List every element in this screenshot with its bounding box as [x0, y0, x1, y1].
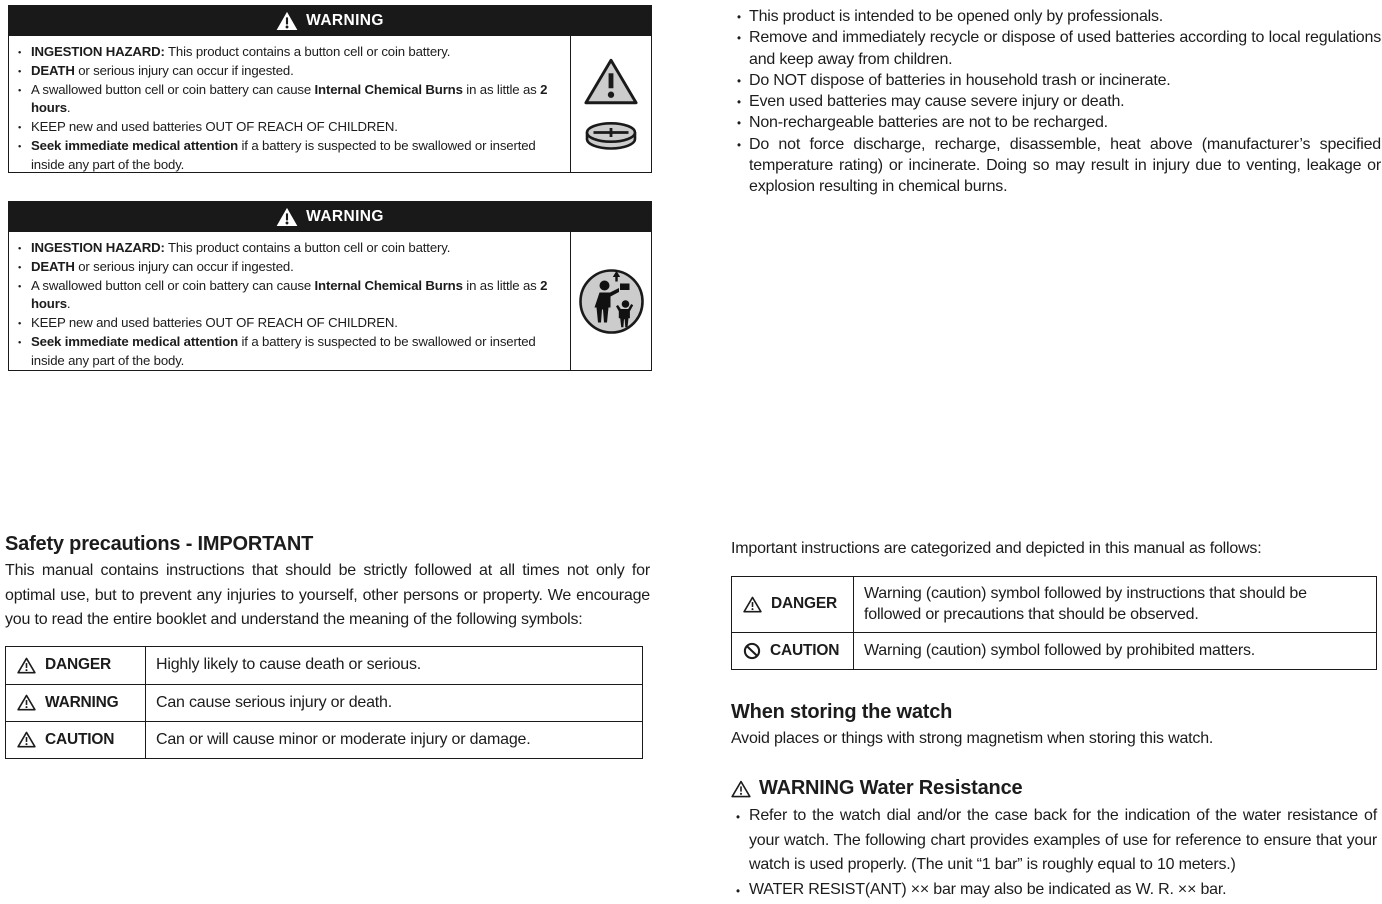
bullet-text: Refer to the watch dial and/or the case back for the indication of the water resistance of your watch. The following chart provides examples of use for reference to ensure that your watch is used properly. (The unit “1 bar” is roughly equal to 10 meters.) — [749, 807, 1377, 873]
bullet-item — [731, 112, 1381, 133]
water-resistance-title — [731, 777, 1377, 800]
warning-triangle-icon — [276, 207, 298, 227]
bullet-item — [731, 27, 1381, 70]
bullet-text: Non-rechargeable batteries are not to be recharged. — [749, 114, 1108, 132]
hazard-levels-table — [5, 646, 643, 759]
bullet-text: Seek immediate medical attention if a battery is suspected to be swallowed or inserted inside any part of the body. — [31, 333, 536, 368]
warning-triangle-icon — [276, 11, 298, 31]
table-row — [732, 577, 1376, 632]
bullet-dot: • — [736, 812, 740, 825]
bullet-dot: • — [18, 85, 22, 97]
bullet-text: DEATH or serious injury can occur if ingested. — [31, 258, 294, 274]
bullet-item — [731, 878, 1377, 903]
bullet-item — [18, 62, 556, 81]
bullet-dot: • — [737, 75, 741, 88]
bullet-dot: • — [18, 66, 22, 78]
bullet-dot: • — [18, 281, 22, 293]
bullet-text: INGESTION HAZARD: This product contains a button cell or coin battery. — [31, 44, 451, 59]
signal-word-cell — [6, 647, 146, 684]
bullet-item — [18, 137, 556, 175]
warning-box-body — [9, 232, 651, 370]
water-resistance-list — [731, 804, 1377, 902]
bullet-text: WATER RESIST(ANT) ×× bar may also be indicated as W. R. ×× bar. — [749, 880, 1227, 898]
bullet-dot: • — [18, 122, 22, 134]
warning-header — [9, 6, 651, 36]
bullet-item — [18, 118, 556, 137]
bullet-text: Seek immediate medical attention if a battery is suspected to be swallowed or inserted inside any part of the body. — [31, 137, 536, 172]
table-row — [6, 721, 642, 758]
signal-word-cell — [6, 722, 146, 758]
bullet-item — [18, 314, 556, 333]
categories-intro: Important instructions are categorized and depicted in this manual as follows: — [731, 540, 1262, 557]
bullet-text: KEEP new and used batteries OUT OF REACH OF CHILDREN. — [31, 315, 398, 331]
bullet-text: This product is intended to be opened only by professionals. — [749, 8, 1164, 25]
signal-word-description: Highly likely to cause death or serious. — [156, 656, 422, 674]
bullet-text: INGESTION HAZARD: This product contains a button cell or coin battery. — [31, 240, 451, 255]
signal-word-label: CAUTION — [45, 730, 115, 748]
warning-triangle-icon — [17, 657, 36, 674]
warning-triangle-icon — [743, 596, 762, 613]
bullet-dot: • — [18, 243, 22, 255]
bullet-dot: • — [18, 318, 22, 330]
prohibition-icon — [743, 642, 761, 660]
bullet-text: Even used batteries may cause severe injury or death. — [749, 93, 1125, 111]
warning-triangle-icon — [17, 694, 36, 711]
bullet-text: DEATH or serious injury can occur if ingested. — [31, 62, 294, 78]
table-row — [732, 632, 1376, 669]
warning-header — [9, 202, 651, 232]
signal-word-cell — [732, 577, 854, 632]
bullet-dot: • — [18, 47, 22, 59]
safety-intro-paragraph: This manual contains instructions that should be strictly followed at all times not only for optimal use, but to prevent any injuries to yourself, other persons or property. We encourage you to read the entire booklet and understand the meaning of the following symbols: — [5, 562, 650, 628]
storing-body: Avoid places or things with strong magnetism when storing this watch. — [731, 729, 1214, 747]
bullet-text: Do not force discharge, recharge, disassemble, heat above (manufacturer’s specified temperature rating) or incinerate. Doing so may result in injury due to venting, leakage or explosion resulting in chemical burns. — [749, 135, 1381, 196]
bullet-item — [18, 277, 556, 315]
bullet-item — [18, 258, 556, 277]
bullet-item — [731, 70, 1381, 91]
bullet-text: Do NOT dispose of batteries in household trash or incinerate. — [749, 71, 1171, 89]
bullet-dot: • — [737, 139, 741, 152]
water-resistance-title-label: WARNING Water Resistance — [759, 777, 1023, 799]
signal-word-cell — [6, 685, 146, 721]
warning-header-label: WARNING — [306, 12, 384, 29]
safety-section-title: Safety precautions - IMPORTANT — [5, 533, 314, 555]
bullet-item — [18, 43, 556, 62]
signal-word-label: DANGER — [771, 595, 837, 612]
battery-warning-box-1 — [8, 5, 652, 173]
signal-word-label: WARNING — [45, 693, 119, 711]
table-row — [6, 647, 642, 684]
battery-warning-box-2 — [8, 201, 652, 371]
bullet-item — [731, 6, 1381, 27]
warning-bullet-list — [9, 36, 570, 172]
bullet-text: KEEP new and used batteries OUT OF REACH OF CHILDREN. — [31, 119, 398, 135]
warning-box-body — [9, 36, 651, 172]
bullet-dot: • — [737, 97, 741, 110]
categories-and-storage-section — [731, 537, 1377, 902]
bullet-dot: • — [18, 141, 22, 153]
warning-icon-cell — [570, 232, 651, 370]
table-row — [6, 684, 642, 721]
bullet-text: A swallowed button cell or coin battery can cause Internal Chemical Burns in as little as 2 hours. — [31, 277, 548, 312]
bullet-text: Remove and immediately recycle or dispose of used batteries according to local regulations and keep away from children. — [749, 29, 1381, 68]
instruction-categories-table — [731, 576, 1377, 670]
storing-title: When storing the watch — [731, 700, 953, 723]
bullet-item — [18, 81, 556, 119]
signal-word-description: Can or will cause minor or moderate injury or damage. — [156, 730, 531, 748]
signal-word-label: DANGER — [45, 656, 111, 673]
bullet-item — [731, 91, 1381, 112]
keep-away-from-children-icon — [578, 268, 645, 335]
bullet-item — [18, 333, 556, 371]
bullet-item — [18, 239, 556, 258]
bullet-dot: • — [18, 337, 22, 349]
bullet-text: A swallowed button cell or coin battery can cause Internal Chemical Burns in as little as 2 hours. — [31, 81, 548, 116]
bullet-dot: • — [736, 885, 740, 898]
warning-triangle-icon — [17, 731, 36, 748]
bullet-item — [731, 134, 1381, 198]
signal-word-description: Warning (caution) symbol followed by instructions that should be followed or precautions that should be observed. — [864, 584, 1307, 623]
warning-header-label: WARNING — [306, 208, 384, 225]
safety-precautions-section — [5, 533, 650, 759]
warning-triangle-icon — [731, 780, 751, 798]
signal-word-description: Can cause serious injury or death. — [156, 693, 392, 711]
signal-word-label: CAUTION — [770, 641, 840, 659]
alert-triangle-icon — [583, 57, 639, 106]
professional-instructions-list — [731, 6, 1381, 198]
bullet-item — [731, 804, 1377, 878]
bullet-dot: • — [18, 262, 22, 274]
bullet-dot: • — [737, 33, 741, 46]
warning-icon-cell — [570, 36, 651, 172]
coin-battery-icon — [585, 121, 637, 152]
warning-bullet-list — [9, 232, 570, 370]
signal-word-cell — [732, 633, 854, 669]
bullet-dot: • — [737, 118, 741, 131]
signal-word-description: Warning (caution) symbol followed by prohibited matters. — [864, 641, 1256, 659]
bullet-dot: • — [737, 12, 741, 25]
